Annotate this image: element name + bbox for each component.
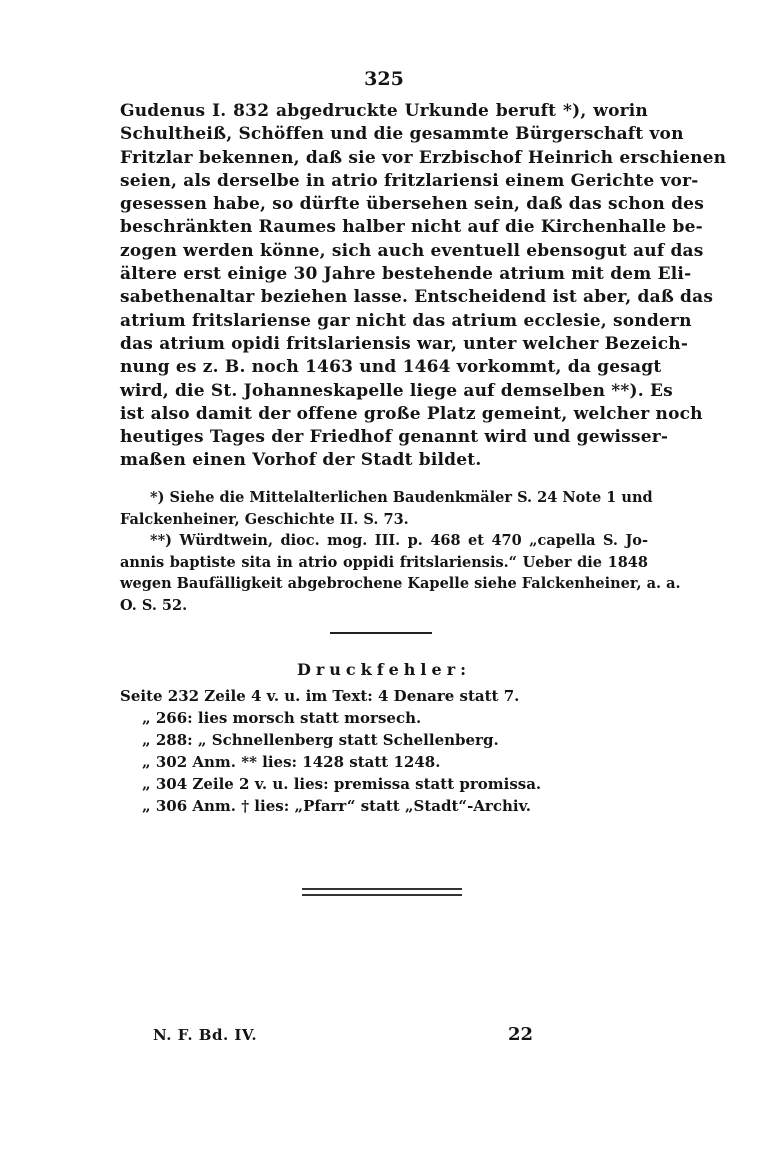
footnote-line: O. S. 52. bbox=[120, 596, 188, 614]
body-line: ist also damit der offene große Platz gemeint, welcher noch bbox=[120, 403, 703, 424]
body-line: wird, die St. Johanneskapelle liege auf demselben **). Es bbox=[120, 380, 673, 401]
body-line: Gudenus I. 832 abgedruckte Urkunde beruft *), worin bbox=[120, 101, 648, 121]
body-text bbox=[120, 100, 727, 473]
errata-item: „ 302 Anm. ** lies: 1428 statt 1248. bbox=[142, 752, 441, 771]
footnotes bbox=[120, 487, 681, 617]
body-line: Fritzlar bekennen, daß sie vor Erzbischof Heinrich erschienen bbox=[120, 147, 727, 168]
body-line: das atrium opidi fritslariensis war, unter welcher Bezeich- bbox=[120, 333, 689, 354]
body-line: ältere erst einige 30 Jahre bestehende atrium mit dem Eli- bbox=[120, 264, 692, 285]
footnote-line: wegen Baufälligkeit abgebrochene Kapelle siehe Falckenheiner, a. a. bbox=[120, 575, 681, 593]
body-line: zogen werden könne, sich auch eventuell ebensogut auf das bbox=[120, 240, 704, 261]
body-line: beschränkten Raumes halber nicht auf die Kirchenhalle be- bbox=[120, 217, 703, 238]
section-divider bbox=[330, 632, 432, 634]
errata-heading: Druckfehler: bbox=[296, 660, 472, 679]
errata-item: „ 306 Anm. † lies: „Pfarr“ statt „Stadt“-Archiv. bbox=[142, 796, 531, 815]
footnote-line: *) Siehe die Mittelalterlichen Baudenkmäler S. 24 Note 1 und bbox=[150, 489, 653, 506]
body-line: sabethenaltar beziehen lasse. Entscheidend ist aber, daß das bbox=[120, 287, 714, 308]
footnote-line: Falckenheiner, Geschichte II. S. 73. bbox=[120, 510, 409, 528]
errata-item: Seite 232 Zeile 4 v. u. im Text: 4 Denare statt 7. bbox=[120, 687, 520, 705]
errata-list bbox=[120, 686, 648, 817]
body-line: seien, als derselbe in atrio fritzlariensi einem Gerichte vor- bbox=[120, 170, 699, 191]
end-rule bbox=[302, 888, 462, 896]
body-line: atrium fritslariense gar nicht das atrium ecclesie, sondern bbox=[120, 310, 692, 331]
footnote-line: **) Würdtwein, dioc. mog. III. p. 468 et 470 „capella S. Jo- bbox=[150, 532, 648, 550]
signature-mark: N. F. Bd. IV. bbox=[153, 1026, 258, 1044]
body-line: heutiges Tages der Friedhof genannt wird und gewisser- bbox=[120, 427, 669, 448]
page-number: 325 bbox=[364, 68, 404, 90]
body-line: gesessen habe, so dürfte übersehen sein, daß das schon des bbox=[120, 194, 704, 215]
body-line: maßen einen Vorhof der Stadt bildet. bbox=[120, 450, 482, 471]
errata-item: „ 304 Zeile 2 v. u. lies: premissa statt promissa. bbox=[142, 774, 542, 793]
errata-item: „ 266: lies morsch statt morsech. bbox=[142, 708, 422, 727]
errata-item: „ 288: „ Schnellenberg statt Schellenberg. bbox=[142, 730, 499, 749]
body-line: nung es z. B. noch 1463 und 1464 vorkommt, da gesagt bbox=[120, 357, 662, 378]
folio-number: 22 bbox=[508, 1024, 534, 1045]
footnote-line: annis baptiste sita in atrio oppidi fritslariensis.“ Ueber die 1848 bbox=[120, 553, 648, 571]
body-line: Schultheiß, Schöffen und die gesammte Bürgerschaft von bbox=[120, 124, 684, 145]
